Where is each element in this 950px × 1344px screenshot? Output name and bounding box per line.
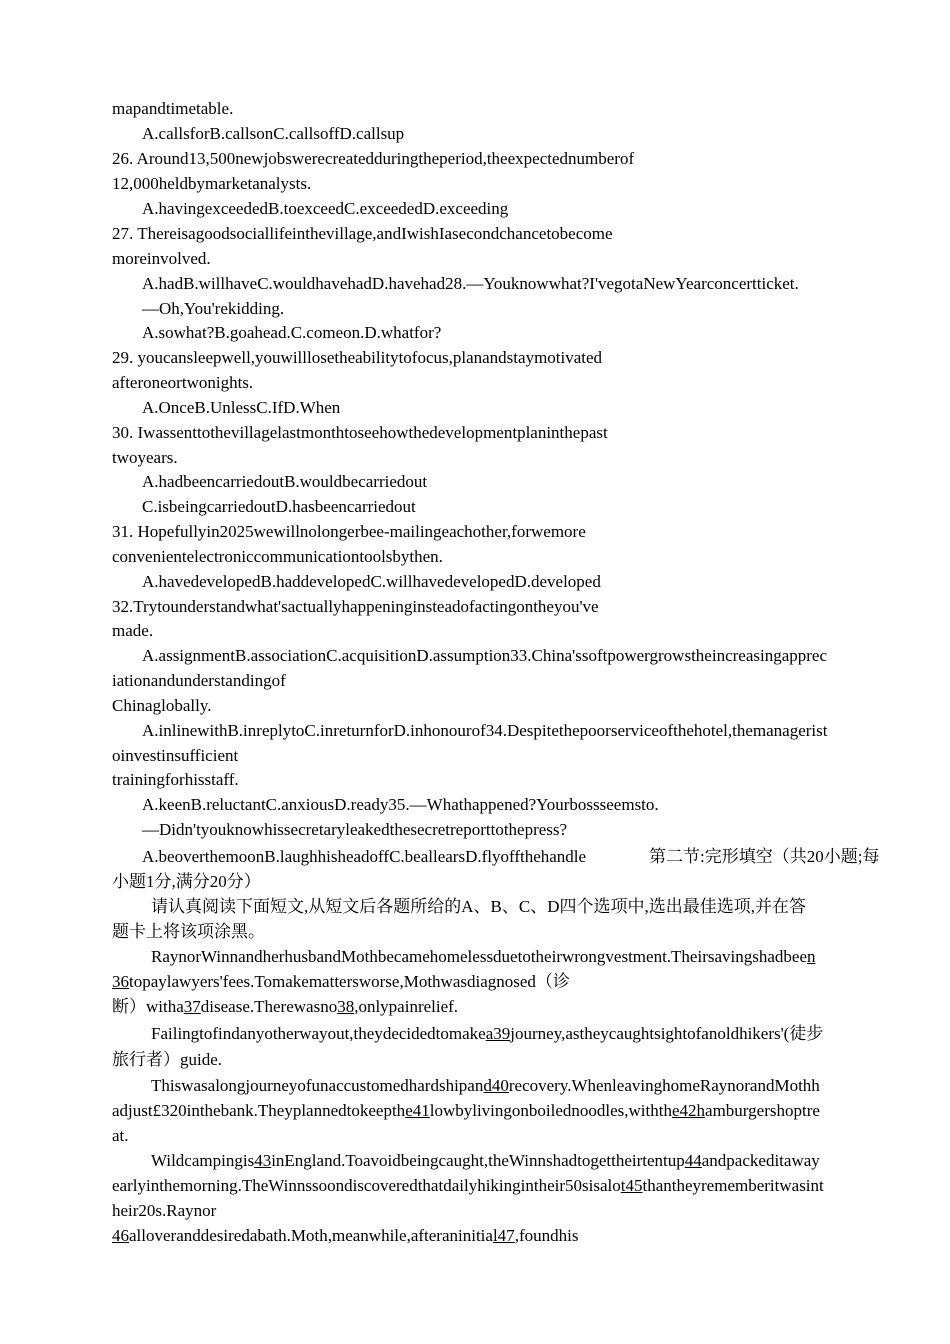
instructions: 题卡上将该项涂黑。 xyxy=(112,922,265,941)
text-line: twoyears. xyxy=(112,448,178,467)
text-line: —Didn'tyouknowhissecretaryleakedthesecretreporttothepress? xyxy=(142,820,568,839)
text-line: convenientelectroniccommunicationtoolsbythen. xyxy=(112,547,443,566)
text-line: made. xyxy=(112,621,154,640)
passage-paragraph-4: Wildcampingis43inEngland.Toavoidbeingcaught,theWinnshadtogettheirtentup44andpackeditaway xyxy=(151,1151,820,1170)
text-line: oinvestinsufficient xyxy=(112,746,239,765)
passage-paragraph-3: adjust£320inthebank.Theyplannedtokeepthe41lowbylivingonboilednoodles,withthe42hamburgershoptre xyxy=(112,1101,820,1120)
section-title: 第二节:完形填空（共20小题;每 xyxy=(649,847,880,866)
passage-paragraph-2: Failingtofindanyotherwayout,theydecidedtomakea39journey,astheycaughtsightofanoldhikers'(徒步 xyxy=(151,1024,824,1043)
text-line: mapandtimetable. xyxy=(112,99,234,118)
q25-options: A.callsforB.callsonC.callsoffD.callsup xyxy=(142,124,405,143)
passage-paragraph-1: RaynorWinnandherhusbandMothbecamehomelessduetotheirwrongvestment.Theirsavingshadbeen xyxy=(151,947,816,966)
text-line: —Oh,You'rekidding. xyxy=(142,299,285,318)
q31-options: A.havedevelopedB.haddevelopedC.willhavedevelopedD.developed xyxy=(142,572,601,591)
question-32: 32.Trytounderstandwhat'sactuallyhappeninginsteadofactingontheyou've xyxy=(112,597,599,616)
text-line: Chinaglobally. xyxy=(112,696,212,715)
passage-paragraph-3: Thiswasalongjourneyofunaccustomedhardshipand40recovery.WhenleavinghomeRaynorandMothh xyxy=(151,1076,820,1095)
q34-options-q35: A.keenB.reluctantC.anxiousD.ready35.—Whathappened?Yourbossseemsto. xyxy=(142,795,659,814)
passage-paragraph-1: 断）witha37disease.Therewasno38,onlypainrelief. xyxy=(112,997,459,1016)
passage-paragraph-3: at. xyxy=(112,1126,129,1145)
q35-options: A.beoverthemoonB.laughhisheadoffC.beallearsD.flyoffthehandle xyxy=(142,847,587,866)
passage-paragraph-2: 旅行者）guide. xyxy=(112,1050,223,1069)
text-line: moreinvolved. xyxy=(112,249,211,268)
q26-options: A.havingexceededB.toexceedC.exceededD.exceeding xyxy=(142,199,509,218)
text-line: trainingforhisstaff. xyxy=(112,770,239,789)
q27-options-q28: A.hadB.willhaveC.wouldhavehadD.havehad28.—Youknowwhat?I'vegotaNewYearconcertticket. xyxy=(142,274,799,293)
passage-paragraph-5: 46alloveranddesiredabath.Moth,meanwhile,afteraninitial47,foundhis xyxy=(112,1226,579,1245)
q32-options-q33: A.assignmentB.associationC.acquisitionD.assumption33.China'ssoftpowergrowstheincreasingapprec xyxy=(142,646,827,665)
q30-options: C.isbeingcarriedoutD.hasbeencarriedout xyxy=(142,497,416,516)
passage-paragraph-1: 36topaylawyers'fees.Tomakemattersworse,Mothwasdiagnosed（诊 xyxy=(112,972,570,991)
question-31: 31. Hopefullyin2025wewillnolongerbee-mailingeachother,forwemore xyxy=(112,522,586,541)
q30-options: A.hadbeencarriedoutB.wouldbecarriedout xyxy=(142,472,428,491)
section-title: 小题1分,满分20分） xyxy=(112,872,261,891)
text-line: afteroneortwonights. xyxy=(112,373,254,392)
question-30: 30. Iwassenttothevillagelastmonthtoseehowthedevelopmentplaninthepast xyxy=(112,423,608,442)
passage-paragraph-4: earlyinthemorning.TheWinnssoondiscoveredthatdailyhikingintheir50sisalot45thantheyrememberitwasint xyxy=(112,1176,824,1195)
q28-options: A.sowhat?B.goahead.C.comeon.D.whatfor? xyxy=(142,323,442,342)
question-26: 26. Around13,500newjobswerecreatedduringtheperiod,theexpectednumberof xyxy=(112,149,635,168)
question-27: 27. Thereisagoodsociallifeinthevillage,andIwishIasecondchancetobecome xyxy=(112,224,613,243)
passage-paragraph-4: heir20s.Raynor xyxy=(112,1201,217,1220)
q29-options: A.OnceB.UnlessC.IfD.When xyxy=(142,398,341,417)
question-29: 29. youcansleepwell,youwilllosetheabilitytofocus,planandstaymotivated xyxy=(112,348,603,367)
instructions: 请认真阅读下面短文,从短文后各题所给的A、B、C、D四个选项中,选出最佳选项,并在答 xyxy=(151,897,806,916)
q33-options-q34: A.inlinewithB.inreplytoC.inreturnforD.inhonourof34.Despitethepoorserviceofthehotel,themanagerist xyxy=(142,721,828,740)
text-line: 12,000heldbymarketanalysts. xyxy=(112,174,312,193)
text-line: iationandunderstandingof xyxy=(112,671,286,690)
